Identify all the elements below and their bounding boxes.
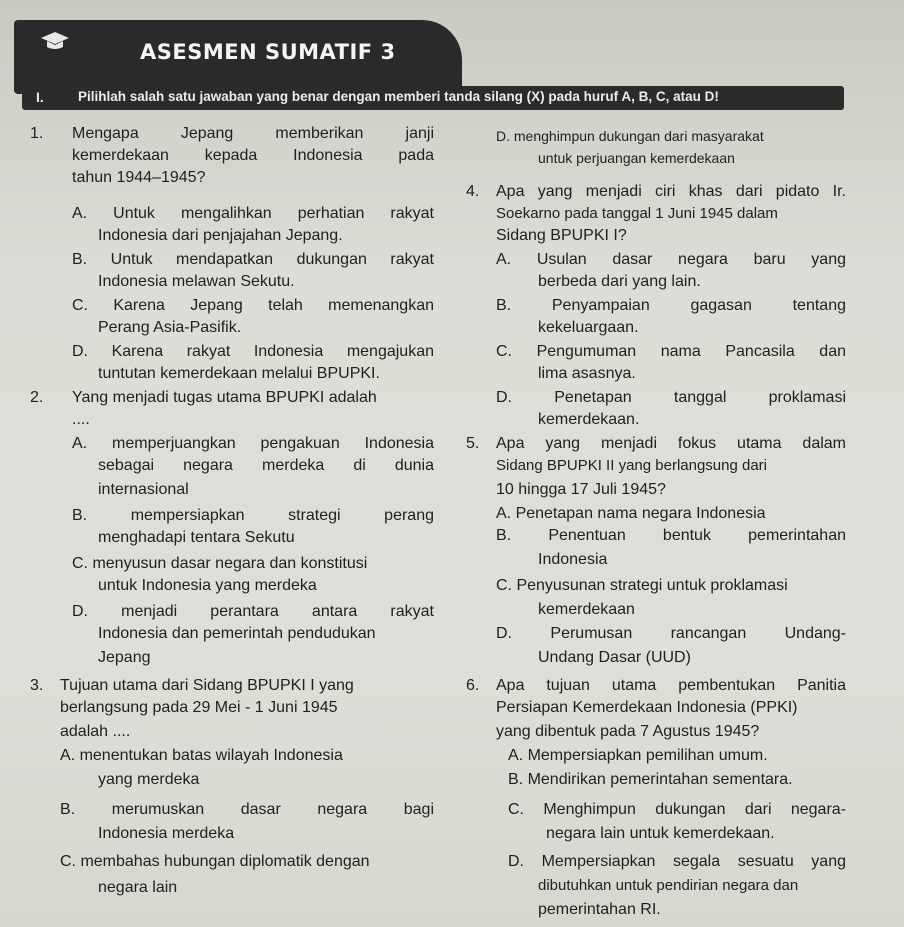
- question-text: Apa yang menjadi ciri khas dari pidato Ir.: [496, 183, 846, 200]
- option-b[interactable]: B. Mendirikan pemerintahan sementara.: [508, 771, 793, 788]
- option-c-cont: negara lain untuk kemerdekaan.: [546, 825, 775, 842]
- option-b-cont: kekeluargaan.: [538, 319, 639, 336]
- question-text: Persiapan Kemerdekaan Indonesia (PPKI): [496, 699, 798, 716]
- option-b[interactable]: B. Penentuan bentuk pemerintahan: [496, 527, 846, 544]
- option-b-cont: Indonesia melawan Sekutu.: [98, 273, 295, 290]
- option-b-cont: Indonesia: [538, 551, 608, 568]
- option-d-cont: pemerintahan RI.: [538, 901, 661, 918]
- question-text: adalah ....: [60, 723, 131, 740]
- option-b[interactable]: B. mempersiapkan strategi perang: [72, 507, 434, 524]
- question-text: ....: [72, 411, 90, 428]
- question-text: tahun 1944–1945?: [72, 169, 206, 186]
- question-text: 10 hingga 17 Juli 1945?: [496, 481, 666, 498]
- instruction-number: I.: [36, 89, 44, 105]
- option-c-cont: negara lain: [98, 879, 178, 896]
- question-text: berlangsung pada 29 Mei - 1 Juni 1945: [60, 699, 338, 716]
- option-b-cont: menghadapi tentara Sekutu: [98, 529, 295, 546]
- question-number: 2.: [30, 389, 44, 406]
- option-a[interactable]: A. Usulan dasar negara baru yang: [496, 251, 846, 268]
- option-d[interactable]: D. Perumusan rancangan Undang-: [496, 625, 846, 642]
- option-d-cont: kemerdekaan.: [538, 411, 640, 428]
- option-a[interactable]: A. Penetapan nama negara Indonesia: [496, 505, 766, 522]
- question-number: 3.: [30, 677, 44, 694]
- instruction-text: Pilihlah salah satu jawaban yang benar dengan memberi tanda silang (X) pada huruf A, B, C, atau D!: [78, 89, 719, 104]
- question-text: Apa yang menjadi fokus utama dalam: [496, 435, 846, 452]
- question-text: Yang menjadi tugas utama BPUPKI adalah: [72, 389, 377, 406]
- option-c[interactable]: C. Penyusunan strategi untuk proklamasi: [496, 577, 788, 594]
- option-a-cont: sebagai negara merdeka di dunia: [98, 457, 434, 474]
- question-number: 1.: [30, 125, 44, 142]
- option-a[interactable]: A. Untuk mengalihkan perhatian rakyat: [72, 205, 434, 222]
- option-c[interactable]: C. Pengumuman nama Pancasila dan: [496, 343, 846, 360]
- option-a[interactable]: A. Mempersiapkan pemilihan umum.: [508, 747, 768, 764]
- question-text: Mengapa Jepang memberikan janji: [72, 125, 434, 142]
- option-b[interactable]: B. Penyampaian gagasan tentang: [496, 297, 846, 314]
- option-d[interactable]: D. Penetapan tanggal proklamasi: [496, 389, 846, 406]
- option-d-cont: Indonesia dan pemerintah pendudukan: [98, 625, 376, 642]
- page-title: ASESMEN SUMATIF 3: [140, 40, 396, 64]
- option-c-cont: lima asasnya.: [538, 365, 636, 382]
- option-a-cont: Indonesia dari penjajahan Jepang.: [98, 227, 343, 244]
- question-text: Soekarno pada tanggal 1 Juni 1945 dalam: [496, 205, 778, 222]
- option-c[interactable]: C. Karena Jepang telah memenangkan: [72, 297, 434, 314]
- question-number: 4.: [466, 183, 480, 200]
- option-a[interactable]: A. menentukan batas wilayah Indonesia: [60, 747, 343, 764]
- option-a[interactable]: A. memperjuangkan pengakuan Indonesia: [72, 435, 434, 452]
- question-number: 5.: [466, 435, 480, 452]
- option-a-cont: internasional: [98, 481, 189, 498]
- option-c[interactable]: C. membahas hubungan diplomatik dengan: [60, 853, 370, 870]
- option-c-cont: Perang Asia-Pasifik.: [98, 319, 242, 336]
- option-d[interactable]: D. menghimpun dukungan dari masyarakat: [496, 128, 764, 144]
- question-text: yang dibentuk pada 7 Agustus 1945?: [496, 723, 760, 740]
- graduation-cap-icon: [40, 30, 70, 52]
- option-c-cont: untuk Indonesia yang merdeka: [98, 577, 317, 594]
- option-a-cont: berbeda dari yang lain.: [538, 273, 701, 290]
- question-text: Sidang BPUPKI II yang berlangsung dari: [496, 457, 768, 474]
- question-text: Sidang BPUPKI I?: [496, 227, 627, 244]
- option-d-cont: dibutuhkan untuk pendirian negara dan: [538, 877, 799, 894]
- option-d[interactable]: D. Mempersiapkan segala sesuatu yang: [508, 853, 846, 870]
- option-d-cont: tuntutan kemerdekaan melalui BPUPKI.: [98, 365, 380, 382]
- option-b[interactable]: B. Untuk mendapatkan dukungan rakyat: [72, 251, 434, 268]
- question-text: Tujuan utama dari Sidang BPUPKI I yang: [60, 677, 354, 694]
- option-b-cont: Indonesia merdeka: [98, 825, 235, 842]
- option-c[interactable]: C. menyusun dasar negara dan konstitusi: [72, 555, 368, 572]
- question-text: Apa tujuan utama pembentukan Panitia: [496, 677, 846, 694]
- option-d[interactable]: D. Karena rakyat Indonesia mengajukan: [72, 343, 434, 360]
- question-number: 6.: [466, 677, 480, 694]
- option-c[interactable]: C. Menghimpun dukungan dari negara-: [508, 801, 846, 818]
- option-a-cont: yang merdeka: [98, 771, 200, 788]
- option-d-cont: Jepang: [98, 649, 151, 666]
- question-text: kemerdekaan kepada Indonesia pada: [72, 147, 434, 164]
- option-d[interactable]: D. menjadi perantara antara rakyat: [72, 603, 434, 620]
- option-d-cont: untuk perjuangan kemerdekaan: [538, 150, 735, 166]
- option-b[interactable]: B. merumuskan dasar negara bagi: [60, 801, 434, 818]
- option-c-cont: kemerdekaan: [538, 601, 635, 618]
- option-d-cont: Undang Dasar (UUD): [538, 649, 691, 666]
